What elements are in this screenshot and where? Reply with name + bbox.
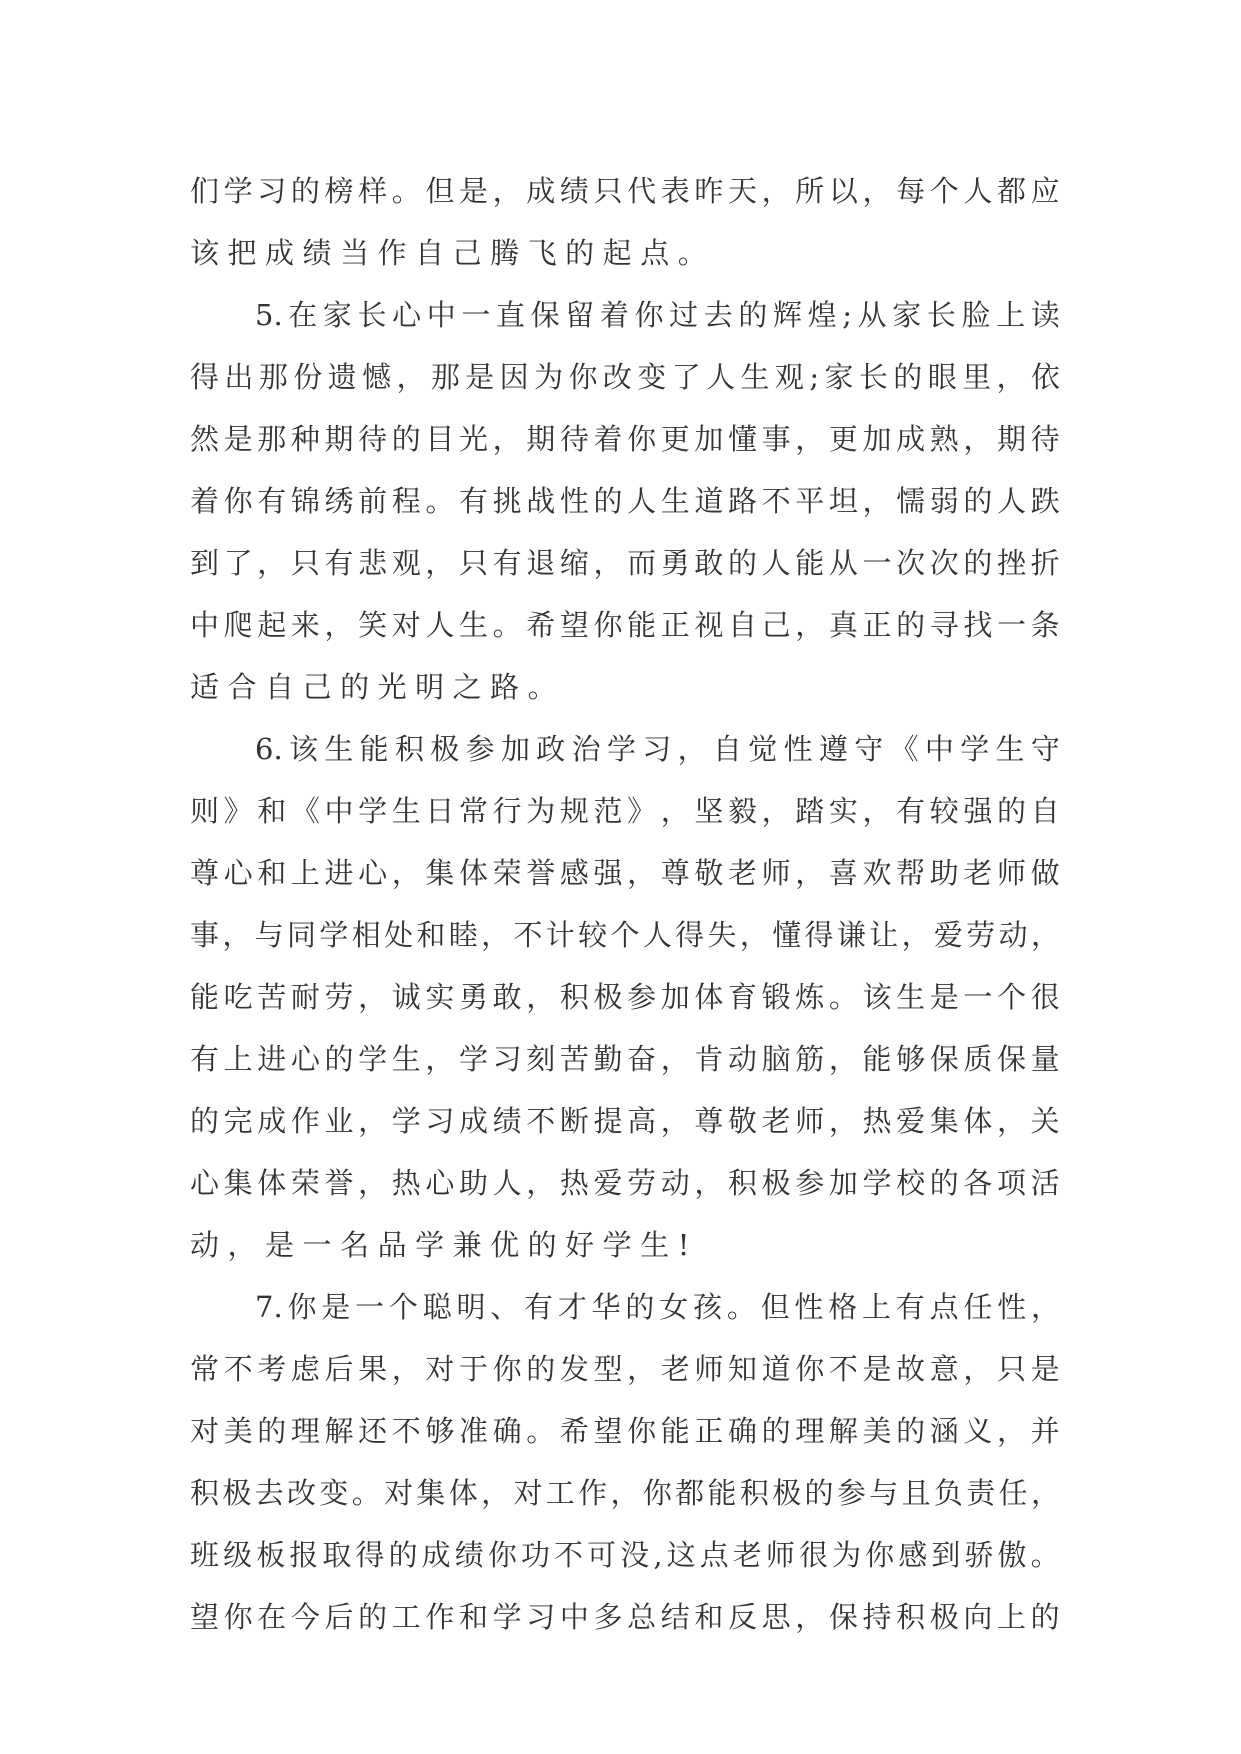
paragraph-first-line: 6. 该 生 能 积 极 参 加 政 治 学 习 ， 自 觉 性 遵 守 《 中 学 生 守 xyxy=(255,732,1060,766)
text-line: 有 上 进 心 的 学 生 ， 学 习 刻 苦 勤 奋 ， 肯 动 脑 筋 ， 能 够 保 质 保 量 xyxy=(190,1042,1060,1076)
text-line: 事 ， 与 同 学 相 处 和 睦 ， 不 计 较 个 人 得 失 ， 懂 得 谦 让 ， 爱 劳 动 ， xyxy=(190,918,1060,952)
text-line: 然 是 那 种 期 待 的 目 光 ， 期 待 着 你 更 加 懂 事 ， 更 加 成 熟 ， 期 待 xyxy=(190,422,1060,456)
text-line: 得 出 那 份 遗 憾 ， 那 是 因 为 你 改 变 了 人 生 观 ; 家 长 的 眼 里 ， 依 xyxy=(190,360,1060,394)
text-line: 到 了 ， 只 有 悲 观 ， 只 有 退 缩 ， 而 勇 敢 的 人 能 从 一 次 次 的 挫 折 xyxy=(190,546,1060,580)
text-line: 班 级 板 报 取 得 的 成 绩 你 功 不 可 没 , 这 点 老 师 很 为 你 感 到 骄 傲 。 xyxy=(190,1538,1060,1572)
text-line: 心 集 体 荣 誉 ， 热 心 助 人 ， 热 爱 劳 动 ， 积 极 参 加 学 校 的 各 项 活 xyxy=(190,1166,1060,1200)
text-line: 则 》 和 《 中 学 生 日 常 行 为 规 范 》 ， 坚 毅 ， 踏 实 ， 有 较 强 的 自 xyxy=(190,794,1060,828)
text-line: 们 学 习 的 榜 样 。 但 是 ， 成 绩 只 代 表 昨 天 ， 所 以 ， 每 个 人 都 应 xyxy=(190,174,1060,208)
text-line: 动 ， 是 一 名 品 学 兼 优 的 好 学 生 ! xyxy=(190,1228,690,1262)
text-line: 对 美 的 理 解 还 不 够 准 确 。 希 望 你 能 正 确 的 理 解 美 的 涵 义 ， 并 xyxy=(190,1414,1060,1448)
text-line: 该 把 成 绩 当 作 自 己 腾 飞 的 起 点 。 xyxy=(190,236,707,270)
text-line: 积 极 去 改 变 。 对 集 体 ， 对 工 作 ， 你 都 能 积 极 的 参 与 且 负 责 任 ， xyxy=(190,1476,1060,1510)
text-line: 尊 心 和 上 进 心 ， 集 体 荣 誉 感 强 ， 尊 敬 老 师 ， 喜 欢 帮 助 老 师 做 xyxy=(190,856,1060,890)
text-line: 常 不 考 虑 后 果 ， 对 于 你 的 发 型 ， 老 师 知 道 你 不 是 故 意 ， 只 是 xyxy=(190,1352,1060,1386)
text-line: 着 你 有 锦 绣 前 程 。 有 挑 战 性 的 人 生 道 路 不 平 坦 ， 懦 弱 的 人 跌 xyxy=(190,484,1060,518)
text-line: 中 爬 起 来 ， 笑 对 人 生 。 希 望 你 能 正 视 自 己 ， 真 正 的 寻 找 一 条 xyxy=(190,608,1060,642)
text-line: 望 你 在 今 后 的 工 作 和 学 习 中 多 总 结 和 反 思 ， 保 持 积 极 向 上 的 xyxy=(190,1600,1060,1634)
document-body xyxy=(190,160,1060,1648)
text-line: 能 吃 苦 耐 劳 ， 诚 实 勇 敢 ， 积 极 参 加 体 育 锻 炼 。 该 生 是 一 个 很 xyxy=(190,980,1060,1014)
paragraph-first-line: 5. 在 家 长 心 中 一 直 保 留 着 你 过 去 的 辉 煌 ; 从 家 长 脸 上 读 xyxy=(255,298,1060,332)
paragraph-first-line: 7. 你 是 一 个 聪 明 、 有 才 华 的 女 孩 。 但 性 格 上 有 点 任 性 ， xyxy=(255,1290,1060,1324)
text-line: 适 合 自 己 的 光 明 之 路 。 xyxy=(190,670,557,704)
text-line: 的 完 成 作 业 ， 学 习 成 绩 不 断 提 高 ， 尊 敬 老 师 ， 热 爱 集 体 ， 关 xyxy=(190,1104,1060,1138)
